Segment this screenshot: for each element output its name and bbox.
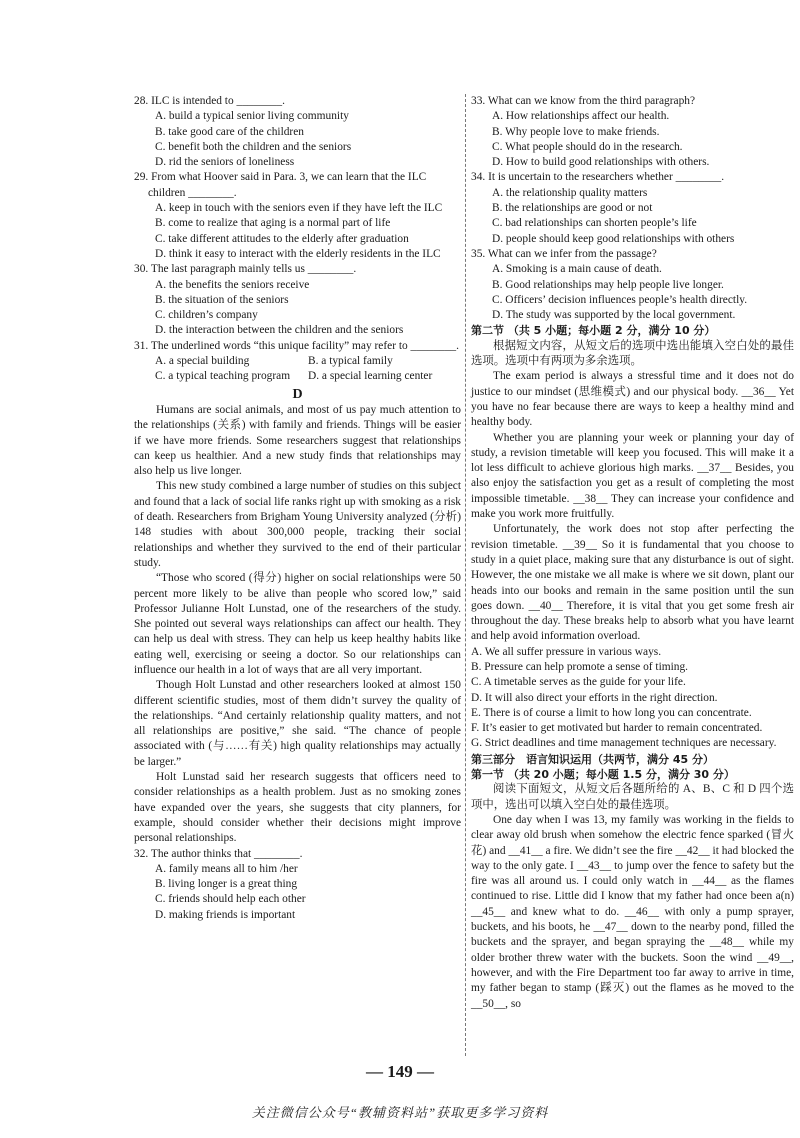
option: C. benefit both the children and the seniors [155,140,352,153]
question-32: 32. The author thinks that ________. [134,847,303,860]
option: C. What people should do in the research. [492,140,683,153]
option: A. How relationships affect our health. [492,110,670,123]
option: D. The study was supported by the local government. [492,309,736,322]
part-3-title: 第三部分 语言知识运用（共两节，满分 45 分） [471,752,714,766]
part-3-section-1-title: 第一节 （共 20 小题；每小题 1.5 分，满分 30 分） [471,768,735,782]
option: B. Pressure can help promote a sense of timing. [471,660,689,673]
option: C. Officers’ decision influences people’s health directly. [492,293,748,306]
option: B. Good relationships may help people live longer. [492,278,724,291]
option: A. build a typical senior living community [155,110,349,123]
passage-paragraph: “Those who scored (得分) higher on social relationships were 50 percent more likely to be alive than people who scored low,” said Professor Julianne Holt Lunstad, one of the researchers of the study. She pointed out several ways relationships can affect our health. They can help us deal with stress. They can help us keep healthy habits like eating well, exercising or seeing a doctor. So our relationships can influence our health in a lot of ways that are all very important. [134,572,461,676]
question-35: 35. What can we infer from the passage? [471,247,657,260]
option: B. take good care of the children [155,125,304,138]
option: F. It’s easier to get motivated but harder to remain concentrated. [471,722,763,735]
question-28: 28. ILC is intended to ________. [134,95,285,107]
question-30: 30. The last paragraph mainly tells us ________. [134,263,357,276]
option: A. We all suffer pressure in various ways. [471,645,662,658]
option: A. keep in touch with the seniors even if they have left the ILC [155,202,443,215]
option: D. think it easy to interact with the elderly residents in the ILC [155,247,441,260]
option: A. a special building [155,355,250,368]
option: G. Strict deadlines and time management techniques are necessary. [471,737,777,750]
option: C. a typical teaching program [155,370,291,383]
cloze-passage: One day when I was 13, my family was working in the fields to clear away old brush when somehow the electric fence sparked (冒火花) and __41__ a fire. We didn’t see the fire __42__ it had blocked the way to the only gate. I __43__ to jump over the fence to safety but the fire was all around us. I could only watch in __44__ as the flames continued to rise. Little did I know that my father had once been a(n) __45__ and knew what to do. __46__ with only a pump sprayer, buckets, and his boots, he __47__ down to the nearby pond, filled the buckets and the sprayer, and began spraying the __48__ while my older brother threw water with the buckets. Soon the wind __49__, however, and with the Fire Department too far away to arrive in time, my father began to stamp (踩灭) out the flames as he moved to the __50__, so [471,813,794,1010]
section-2-instructions: 根据短文内容，从短文后的选项中选出能填入空白处的最佳选项。选项中有两项为多余选项。 [471,339,794,368]
question-30-options [134,278,461,339]
page-number: — 149 — [366,1062,434,1081]
option: C. A timetable serves as the guide for your life. [471,676,686,689]
option: B. come to realize that aging is a normal part of life [155,217,391,230]
section-2-title: 第二节 （共 5 小题；每小题 2 分，满分 10 分） [471,324,716,338]
question-28-options [134,109,461,170]
option: D. How to build good relationships with others. [492,156,710,169]
passage-paragraph: Whether you are planning your week or planning your day of study, a revision timetable will keep you focused. This will make it a lot less difficult to achieve glorious high marks. __37__ Besides, you also enjoy the satisfaction you get as a result of completing the most impossible timetable. __38__ They can increase your confidence and make you work more fruitfully. [471,431,794,521]
passage-d-title: D [292,386,303,402]
question-34-options [471,186,794,247]
question-31-options-row2 [134,369,461,384]
question-34: 34. It is uncertain to the researchers whether ________. [471,171,725,184]
option: E. There is of course a limit to how long you can concentrate. [471,706,752,719]
option: B. Why people love to make friends. [492,125,660,138]
option: D. people should keep good relationships with others [492,232,735,245]
option: C. children’s company [155,309,258,322]
option: D. rid the seniors of loneliness [155,156,295,169]
part-3-instructions: 阅读下面短文，从短文后各题所给的 A、B、C 和 D 四个选项中，选出可以填入空白处的最佳选项。 [471,783,794,811]
option: D. the interaction between the children and the seniors [155,324,404,337]
option: C. take different attitudes to the elderly after graduation [155,232,409,245]
question-33: 33. What can we know from the third paragraph? [471,95,696,107]
passage-paragraph: Though Holt Lunstad and other researchers looked at almost 150 different scientific studies, most of them didn’t survey the quality of the relationships. “And certainly relationship quality matters, and not all relationships are positive,” she said. “The chance of people associated with (与……有关) high quality relationships may actually be larger.” [134,679,461,768]
left-column [134,94,461,923]
option: B. the relationships are good or not [492,202,653,215]
passage-paragraph: Humans are social animals, and most of us pay much attention to the relationships (关系) with family and friends. Things will be easier if we have more friends. Some researchers suggest that relationships can keep us healthier. And a new study finds that relationships may also help us live longer. [134,403,461,478]
passage-paragraph: This new study combined a large number of studies on this subject and found that a lack of social life ranks right up with smoking as a risk of death. Researchers from Brigham Young University analyzed (分析) 148 studies with about 300,000 people, tracking their social relationships and whether they survived to the end of their particular study. [134,480,461,569]
option: A. family means all to him /her [155,862,298,875]
option: D. making friends is important [155,908,296,921]
passage-paragraph: The exam period is always a stressful time and it does not do justice to our mindset (思维模式) and our physical body. __36__ Yet you have no fear because there are ways to keep a healthy mind and healthy body. [471,370,794,429]
right-column [471,94,794,1012]
question-33-options [471,109,794,170]
option: C. friends should help each other [155,893,306,906]
question-29: 29. From what Hoover said in Para. 3, we can learn that the ILC children ________. [134,171,427,199]
option: A. the benefits the seniors receive [155,278,310,291]
question-35-options [471,262,794,323]
option: B. a typical family [308,355,393,368]
column-divider [465,94,466,1056]
option: D. It will also direct your efforts in the right direction. [471,691,718,704]
option: B. the situation of the seniors [155,293,289,306]
question-31: 31. The underlined words “this unique facility” may refer to ________. [134,339,459,352]
option: D. a special learning center [308,370,433,383]
footer-note: 关注微信公众号“教辅资料站”获取更多学习资料 [251,1105,549,1120]
question-31-options-row1 [134,354,461,369]
option: B. living longer is a great thing [155,878,298,891]
option: C. bad relationships can shorten people’s life [492,217,697,230]
passage-paragraph: Holt Lunstad said her research suggests that officers need to consider relationships as a health problem. Just as no smoking zones have expanded over the years, she suggests that city planners, for example, should consider whether their decisions might improve personal relationships. [134,771,461,845]
section-2-options [471,645,794,752]
question-32-options [134,862,461,923]
option: A. Smoking is a main cause of death. [492,263,662,276]
question-29-options [134,201,461,262]
option: A. the relationship quality matters [492,186,648,199]
passage-paragraph: Unfortunately, the work does not stop after perfecting the revision timetable. __39__ So it is fundamental that you choose to study in a quiet place, making sure that any disturbance is out of sight. However, the one mistake we all make is where we sit down, plant our heads into our books and remain in the same position until the sun goes down. __40__ Therefore, it is vital that you get some fresh air throughout the day. These breaks help to absorb what you have learnt and help avoid information overload. [471,523,794,643]
